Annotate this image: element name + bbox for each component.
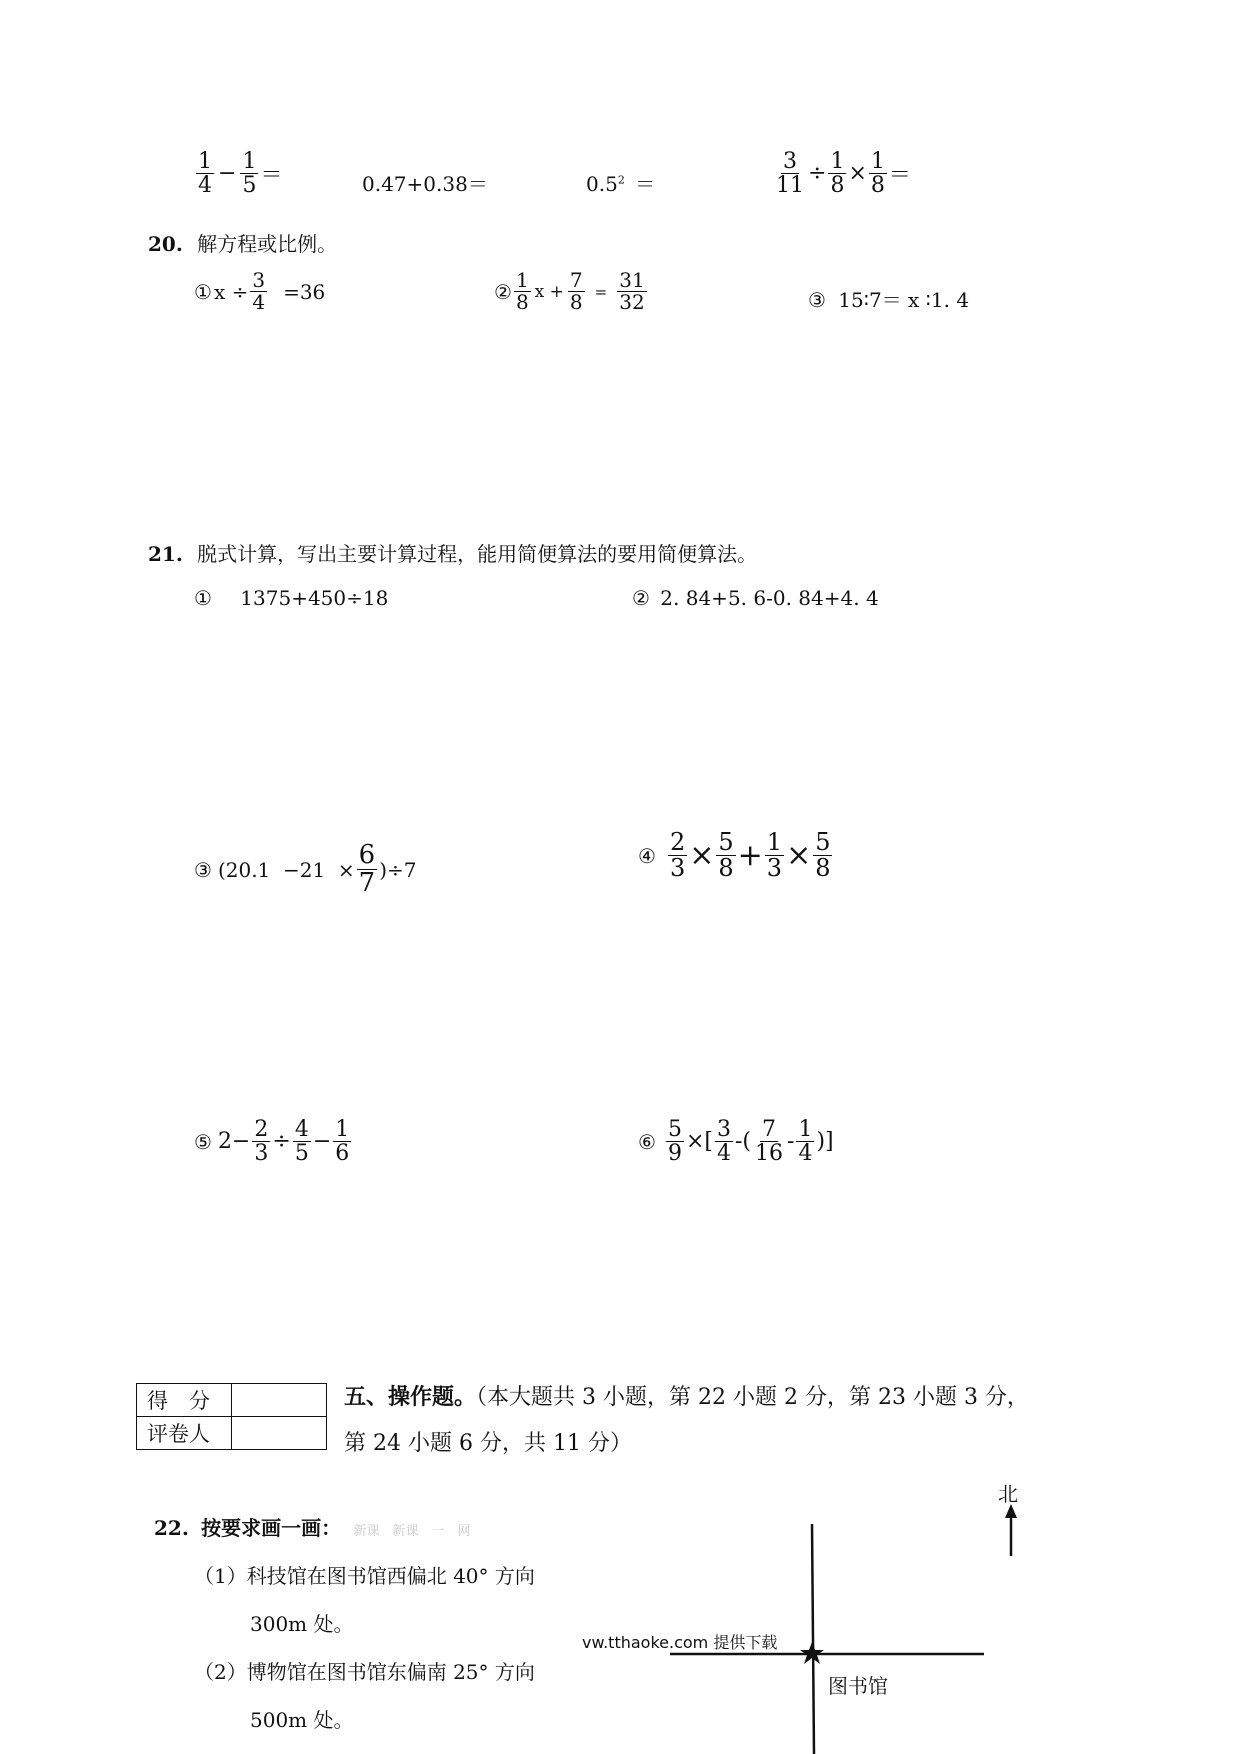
- q21-problem-6: ⑥ $\frac{5}{9}$ ×[ $\frac{3}{4}$ -( $\frac{7}{16}$ - $\frac{1}{4}$ )]: [638, 1117, 834, 1167]
- score-label: 得 分: [137, 1384, 232, 1417]
- calc-item-3: $0.5^2$ ＝: [586, 172, 656, 196]
- section5-desc: 第 24 小题 6 分，共 11 分）: [344, 1431, 632, 1456]
- q20-equation-3: ③ 15∶7＝ x ∶1. 4: [808, 288, 970, 312]
- q20-equation-1: ① x ÷ $\frac{3}{4}$ =36: [194, 268, 326, 314]
- north-south-axis: [812, 1524, 814, 1754]
- q20-equation-2: ② $\frac{1}{8}$ x + $\frac{7}{8}$ = $\frac{31}{32}$: [494, 268, 645, 314]
- calc-item-2: 0.47+0.38＝: [362, 172, 488, 196]
- q22-item-2: （2）博物馆在图书馆东偏南 25° 方向: [194, 1660, 535, 1684]
- section5-heading: 五、操作题。（本大题共 3 小题，第 22 小题 2 分，第 23 小题 3 分，: [344, 1384, 1029, 1410]
- q22-item-1: （1）科技馆在图书馆西偏北 40° 方向: [194, 1564, 535, 1588]
- q21-problem-5: ⑤ 2− $\frac{2}{3}$ ÷ $\frac{4}{5}$ − $\frac{1}{6}$: [194, 1117, 350, 1167]
- q22-item-2-distance: 500m 处。: [250, 1708, 354, 1732]
- q20-heading: 20. 解方程或比例。: [148, 232, 338, 256]
- q21-problem-4: ④ $\frac{2}{3}$ × $\frac{5}{8}$ + $\frac{1}{3}$ × $\frac{5}{8}$: [638, 828, 831, 883]
- calc-item-4: $\frac{3}{11}$ ÷ $\frac{1}{8}$ × $\frac{1}{8}$ ＝: [776, 149, 911, 199]
- north-label: 北: [998, 1482, 1018, 1506]
- q21-problem-3: ③ (20.1 −21 × $\frac{6}{7}$ )÷7: [194, 840, 417, 899]
- q21-heading: 21. 脱式计算，写出主要计算过程，能用简便算法的要用简便算法。: [148, 542, 758, 566]
- library-label: 图书馆: [828, 1674, 888, 1698]
- watermark: vw.tthaoke.com 提供下载: [582, 1633, 778, 1652]
- q22-item-1-distance: 300m 处。: [250, 1612, 354, 1636]
- q21-problem-1: ① 1375+450÷18: [194, 586, 389, 610]
- q22-heading: 22. 按要求画一画： 新课 新课 一 网: [154, 1516, 471, 1540]
- q21-problem-2: ② 2. 84+5. 6-0. 84+4. 4: [632, 586, 879, 610]
- calc-item-1: $\frac{1}{4}$ − $\frac{1}{5}$ ＝: [198, 149, 283, 199]
- grader-label: 评卷人: [137, 1417, 232, 1450]
